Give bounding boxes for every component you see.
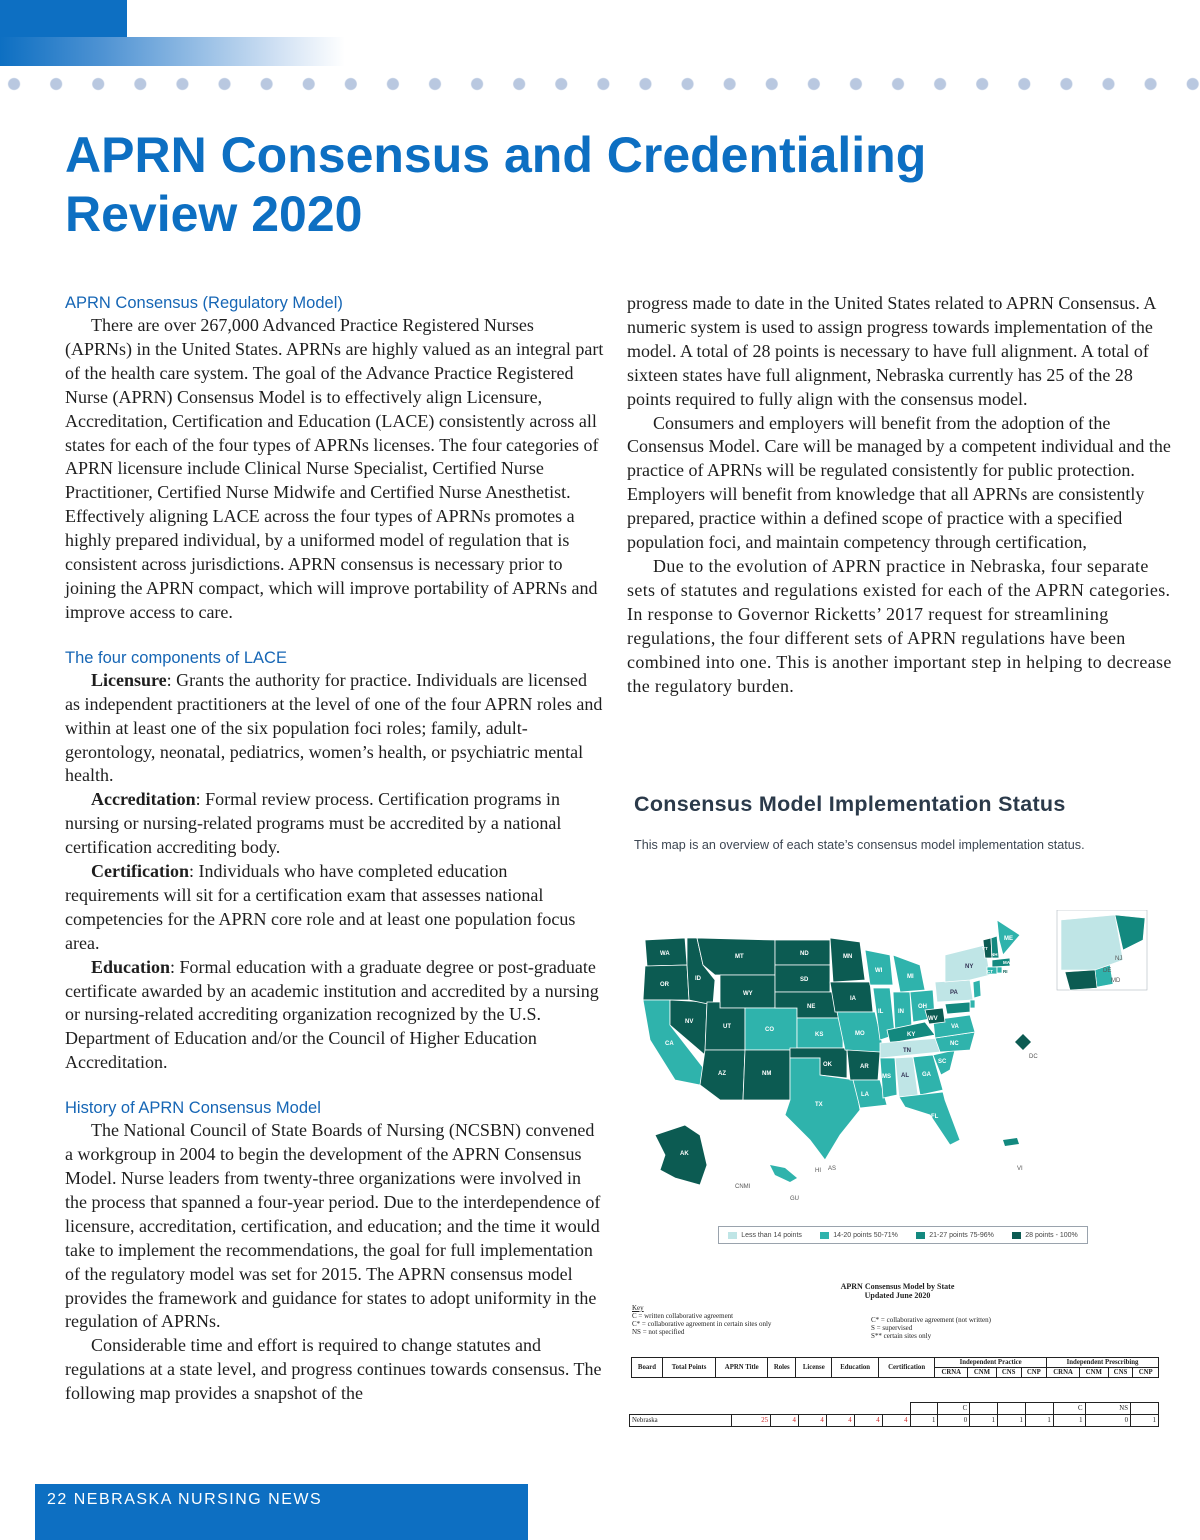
figure-title: Consensus Model Implementation Status [634,792,1066,816]
page-number: 22 [47,1491,68,1508]
col-certification: Certification [878,1358,934,1378]
label-tn: TN [903,1048,911,1054]
state-dc [1015,1034,1031,1050]
label-ok: OK [823,1062,832,1068]
table-key: Key C = written collaborative agreement C* = collaborative agreement in certain sites only NS = not specified [632,1304,772,1336]
col-license: License [796,1358,832,1378]
label-ri: RI [1003,969,1008,974]
label-il: IL [878,1009,884,1015]
label-ma: MA [1003,960,1010,965]
label-la: LA [861,1092,869,1098]
label-va: VA [951,1024,959,1030]
col-independent-practice: Independent Practice [935,1358,1047,1368]
legend-swatch-3 [916,1232,925,1239]
paragraph-licensure: Licensure: Grants the authority for practice. Individuals are licensed as independent practitioners at the level of one of the four APRN roles and within at least one of the six population foci roles; family, adult-gerontology, neonatal, pediatrics, women’s health, or psychiatric mental health. [65,669,603,786]
paragraph-history-continued: Considerable time and effort is required to change statutes and regulations at a state level, and progress continues towards consensus. The following map provides a snapshot of the [65,1335,602,1404]
header-gradient-bar [0,37,345,66]
label-mn: MN [843,954,853,960]
col-independent-prescribing: Independent Prescribing [1047,1358,1159,1368]
label-nv: NV [685,1019,694,1025]
footer-bar [35,1484,528,1540]
dotted-divider [0,77,1200,91]
state-mn [830,938,865,982]
label-mi: MI [907,974,914,980]
inset-ny [1061,915,1123,970]
paragraph-consumers: Consumers and employers will benefit from the adoption of the Consensus Model. Care will be managed by a competent individual and the practice of APRNs will be regulated consistently for public protection. Employers will benefit from knowledge that all APRNs are consistently prepared, practice within a defined scope of practice with a specified population foci, and maintain competency through certification, [627,412,1171,553]
state-hi [770,1165,797,1182]
label-nm: NM [762,1071,772,1077]
label-ne: NE [807,1004,816,1010]
us-map [625,910,1170,1200]
paragraph-accreditation: Accreditation: Formal review process. Certification programs in nursing or nursing-related programs must be accredited by a national certification accrediting body. [65,789,562,858]
label-sc: SC [938,1059,947,1065]
label-wi: WI [875,968,883,974]
paragraph-progress: progress made to date in the United States related to APRN Consensus. A numeric system is used to assign progress towards implementation of the model. A total of 28 points is necessary to have full alignment. A total of sixteen states have full alignment, Nebraska currently has 25 of the 28 points required to fully align with the consensus model. [627,293,1156,409]
label-ks: KS [815,1032,824,1038]
text-column-left [65,292,605,1406]
label-nd: ND [800,951,809,957]
label-ny: NY [965,964,974,970]
territory-pr [1003,1138,1019,1146]
state-md [945,1002,970,1014]
paragraph-history: The National Council of State Boards of Nursing (NCSBN) convened a workgroup in 2004 to begin the development of the APRN Consensus Model. Nurse leaders from twenty-three organizations were involved in the process that spanned a four-year period. Due to the interdependence of licensure, accreditation, certification, and education; and the time it would take to implement the recommendations, the goal for full implementation of the regulatory model was set for 2015. The APRN consensus model provides the framework and guidance for states to adopt uniformity in the regulation of APRNs. [65,1120,601,1332]
label-ga: GA [922,1072,931,1078]
footer-text [47,1491,322,1509]
paragraph-certification: Certification: Individuals who have completed education requirements will sit for a certification exam that assesses national competencies for the APRN core role and at least one population focus area. [65,861,576,953]
col-board: Board [632,1358,663,1378]
label-az: AZ [718,1071,726,1077]
label-cnmi: CNMI [735,1184,751,1190]
col-title: APRN Title [716,1358,768,1378]
label-nj: NJ [1115,956,1123,962]
legend-item-4: 28 points - 100% [1012,1232,1078,1239]
publication-name: NEBRASKA NURSING NEWS [73,1491,323,1508]
label-pa: PA [950,990,958,996]
label-as: AS [828,1166,837,1172]
label-ky: KY [907,1032,916,1038]
label-ak: AK [680,1151,689,1157]
label-ms: MS [882,1074,891,1080]
paragraph-intro: There are over 267,000 Advanced Practice Registered Nurses (APRNs) in the United States. APRNs are highly valued as an integral part of the health care system. The goal of the Advance Practice Registered Nurse (APRN) Consensus Model is to effectively align Licensure, Accreditation, Certification and Education (LACE) consistently across all states for each of the four types of APRNs licenses. The four categories of APRN licensure include Clinical Nurse Specialist, Certified Nurse Practitioner, Certified Nurse Midwife and Certified Nurse Anesthetist. Effectively aligning LACE across the four types of APRNs promotes a highly prepared individual, by a uniformed model of regulation that is consistent across jurisdictions. APRN consensus is necessary prior to joining the APRN compact, which will improve portability of APRNs and improve access to care. [65,315,604,622]
col-total: Total Points [663,1358,716,1378]
label-dc: DC [1029,1054,1038,1060]
inset-md [1065,970,1097,990]
consensus-table-header: Board Total Points APRN Title Roles License Education Certification Independent Practice Independent Prescribing CRNA CNM CNS CNP CRNA CNM CNS CNP [631,1357,1159,1378]
col-education: Education [832,1358,879,1378]
figure-subtitle: This map is an overview of each state’s consensus model implementation status. [634,838,1085,852]
label-ia: IA [850,996,856,1002]
label-or: OR [660,982,669,988]
label-ar: AR [860,1064,869,1070]
state-de [970,1000,975,1008]
state-nj [973,980,981,998]
label-wv: WV [928,1016,938,1022]
label-fl: FL [931,1114,939,1120]
label-wy: WY [743,991,753,997]
article-title: APRN Consensus and Credentialing Review 2020 [65,127,927,242]
label-me: ME [1004,936,1013,942]
label-hi: HI [815,1168,821,1174]
paragraph-evolution: Due to the evolution of APRN practice in Nebraska, four separate sets of statutes and regulations existed for each of the APRN categories. In response to Governor Ricketts’ 2017 request for streamlining regulations, the four different sets of APRN regulations have been combined into one. This is another important step in helping to decrease the regulatory burden. [627,555,1172,696]
label-ct: CT [987,969,993,974]
table-row: Nebraska 25 4 4 4 4 4 1 0 1 1 1 1 0 1 [630,1415,1159,1427]
legend-item-1: Less than 14 points [728,1232,802,1239]
section-heading-consensus: APRN Consensus (Regulatory Model) [65,294,343,312]
label-al: AL [901,1073,909,1079]
label-md: MD [1111,978,1121,984]
section-heading-lace: The four components of LACE [65,648,287,667]
label-co: CO [765,1027,774,1033]
table-title: APRN Consensus Model by State Updated June 2020 [840,1282,955,1300]
label-nc: NC [950,1041,959,1047]
consensus-map-figure [625,790,1170,1440]
consensus-table-row: C C NS Nebraska 25 4 4 4 4 4 1 0 1 1 1 1 0 1 [629,1402,1159,1427]
label-sd: SD [800,977,809,983]
label-in: IN [898,1009,904,1015]
col-roles: Roles [768,1358,796,1378]
label-mo: MO [855,1031,865,1037]
label-oh: OH [918,1004,927,1010]
paragraph-education: Education: Formal education with a graduate degree or post-graduate certificate awarded by an academic institution and accredited by a nursing or nursing-related accrediting organization recognized by the U.S. Department of Education and/or the Council of Higher Education Accreditation. [65,956,599,1073]
section-heading-history: History of APRN Consensus Model [65,1099,321,1118]
legend-swatch-1 [728,1232,737,1239]
label-mt: MT [735,954,744,960]
legend-item-2: 14-20 points 50-71% [820,1232,898,1239]
map-legend [718,1226,1088,1244]
legend-swatch-4 [1012,1232,1021,1239]
label-tx: TX [815,1102,823,1108]
state-ri [997,967,1002,973]
table-key-right: C* = collaborative agreement (not written) S = supervised S** certain sites only [871,1316,991,1340]
label-gu: GU [790,1196,799,1200]
legend-swatch-2 [820,1232,829,1239]
label-vt: VT [982,946,988,951]
label-de: DE [1103,968,1112,974]
legend-item-3: 21-27 points 75-96% [916,1232,994,1239]
label-ca: CA [665,1041,674,1047]
label-vi: VI [1017,1166,1023,1172]
state-fl [899,1092,960,1145]
label-wa: WA [660,951,670,957]
text-column-right [627,292,1172,698]
label-ut: UT [723,1024,731,1030]
label-id: ID [695,976,701,982]
label-nh: NH [991,952,998,957]
